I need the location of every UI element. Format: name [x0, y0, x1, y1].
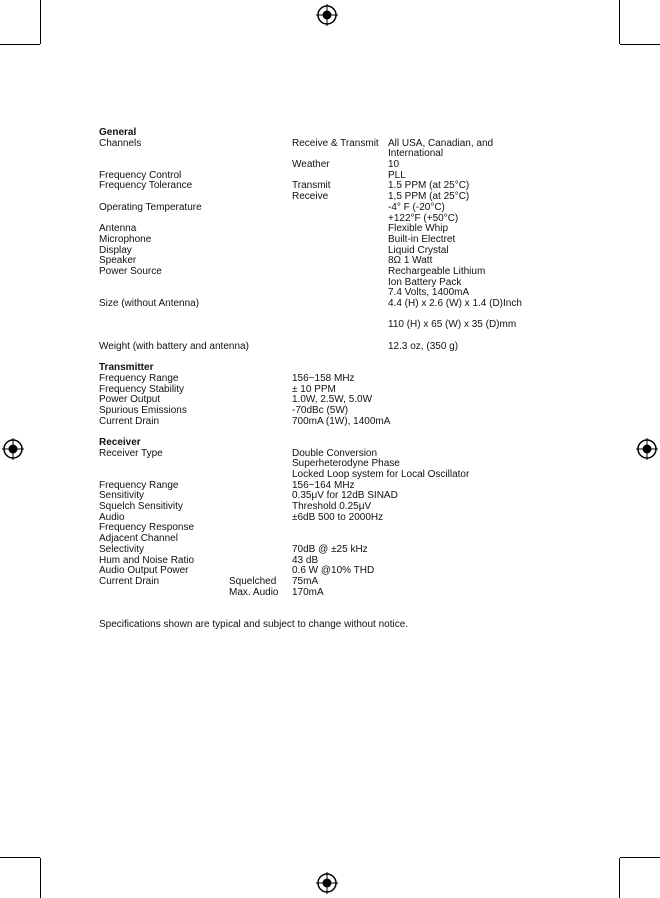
spec-condition: Weather — [292, 159, 330, 171]
spec-label: Frequency Response — [99, 522, 195, 534]
spec-value: International — [388, 148, 444, 160]
general-heading: General — [99, 127, 137, 138]
spec-label: Channels — [99, 137, 142, 149]
spec-value: 43 dB — [292, 554, 319, 566]
spec-row — [99, 246, 579, 257]
registration-mark-bottom-icon — [316, 872, 338, 894]
registration-mark-right-icon — [636, 438, 658, 460]
spec-value: 156~164 MHz — [292, 479, 355, 491]
spec-row — [99, 566, 579, 577]
specifications-document — [99, 128, 579, 630]
spec-value: Ion Battery Pack — [388, 276, 462, 288]
transmitter-section — [99, 374, 579, 427]
spec-row — [99, 267, 579, 278]
general-section — [99, 139, 579, 353]
spec-value: +122°F (+50°C) — [388, 212, 459, 224]
spec-value: 75mA — [292, 575, 319, 587]
spec-value: 170mA — [292, 586, 324, 598]
spec-label: Power Source — [99, 265, 162, 277]
spec-value: Superheterodyne Phase — [292, 458, 400, 470]
spec-row — [99, 417, 579, 428]
spec-label: Power Output — [99, 394, 161, 406]
spec-label: Display — [99, 244, 132, 256]
spec-label: Spurious Emissions — [99, 404, 187, 416]
spec-label: Frequency Range — [99, 372, 179, 384]
spec-value: All USA, Canadian, and — [388, 137, 494, 149]
spec-value: 0.6 W @10% THD — [292, 565, 375, 577]
spec-value: 700mA (1W), 1400mA — [292, 415, 391, 427]
spec-value: -70dBc (5W) — [292, 404, 349, 416]
spec-label: Frequency Control — [99, 169, 182, 181]
spec-label: Squelch Sensitivity — [99, 501, 183, 513]
spec-condition: Squelched — [229, 575, 277, 587]
spec-row — [99, 224, 579, 235]
spec-row — [99, 149, 579, 160]
spec-label: Weight (with battery and antenna) — [99, 340, 249, 352]
crop-mark-tr-h — [620, 44, 660, 45]
spec-value: 156~158 MHz — [292, 372, 355, 384]
spec-value: 1,5 PPM (at 25°C) — [388, 191, 470, 203]
spec-value: 0.35μV for 12dB SINAD — [292, 490, 398, 502]
spec-label: Current Drain — [99, 575, 160, 587]
spec-value: 7.4 Volts, 1400mA — [388, 287, 470, 299]
registration-mark-top-icon — [316, 4, 338, 26]
spec-label: Antenna — [99, 223, 137, 235]
spec-row — [99, 203, 579, 214]
spec-value: 70dB @ ±25 kHz — [292, 543, 368, 555]
spec-label: Frequency Tolerance — [99, 180, 193, 192]
spec-row — [99, 299, 579, 310]
spec-value: 12.3 oz, (350 g) — [388, 340, 459, 352]
crop-mark-tl-h — [0, 44, 40, 45]
spec-row — [99, 342, 579, 353]
spec-row — [99, 588, 579, 599]
spec-value: 10 — [388, 159, 400, 171]
spec-value: Double Conversion — [292, 447, 378, 459]
spec-label: Audio Output Power — [99, 565, 189, 577]
spec-row — [99, 235, 579, 246]
spec-label: Receiver Type — [99, 447, 163, 459]
receiver-section — [99, 449, 579, 599]
spec-value: ±6dB 500 to 2000Hz — [292, 511, 384, 523]
spec-row — [99, 577, 579, 588]
spec-row — [99, 374, 579, 385]
spec-label: Hum and Noise Ratio — [99, 554, 195, 566]
crop-mark-tl-v — [40, 0, 41, 44]
spec-value: 110 (H) x 65 (W) x 35 (D)mm — [388, 319, 517, 331]
crop-mark-tr-v — [619, 0, 620, 44]
registration-mark-left-icon — [2, 438, 24, 460]
spec-label: Microphone — [99, 233, 152, 245]
specifications-notice: Specifications shown are typical and subject to change without notice. — [99, 618, 409, 630]
crop-mark-br-v — [619, 858, 620, 898]
crop-mark-bl-h — [0, 857, 40, 858]
spec-value: 1.5 PPM (at 25°C) — [388, 180, 470, 192]
spec-condition: Receive & Transmit — [292, 137, 379, 149]
spec-value: PLL — [388, 169, 406, 181]
spec-row — [99, 214, 579, 225]
receiver-heading: Receiver — [99, 436, 141, 448]
spec-value: -4° F (-20°C) — [388, 201, 445, 213]
spec-condition: Max. Audio — [229, 586, 279, 598]
spec-label: Adjacent Channel — [99, 533, 178, 545]
spec-value: ± 10 PPM — [292, 383, 336, 395]
spec-row — [99, 406, 579, 417]
spec-value: Rechargeable Lithium — [388, 265, 486, 277]
spec-value: Locked Loop system for Local Oscillator — [292, 469, 470, 480]
spec-condition: Receive — [292, 191, 329, 203]
spec-label: Sensitivity — [99, 490, 145, 502]
spec-row — [99, 278, 579, 289]
spec-value: Liquid Crystal — [388, 244, 449, 256]
spec-row — [99, 320, 579, 331]
crop-mark-br-h — [620, 857, 660, 858]
spec-value: 4.4 (H) x 2.6 (W) x 1.4 (D)Inch — [388, 298, 522, 309]
spec-label: Current Drain — [99, 415, 160, 427]
spec-condition: Transmit — [292, 180, 331, 192]
spec-label: Frequency Range — [99, 479, 179, 491]
spec-label: Size (without Antenna) — [99, 298, 200, 309]
crop-mark-bl-v — [40, 858, 41, 898]
spec-row — [99, 139, 579, 150]
spec-value: Flexible Whip — [388, 223, 449, 235]
spec-label: Selectivity — [99, 543, 145, 555]
spec-value: 1.0W, 2.5W, 5.0W — [292, 394, 373, 406]
spec-value: Threshold 0.25μV — [292, 501, 372, 513]
spec-label: Frequency Stability — [99, 383, 185, 395]
spec-value: 8Ω 1 Watt — [388, 255, 433, 267]
spec-row — [99, 181, 579, 192]
transmitter-heading: Transmitter — [99, 362, 154, 374]
spec-row — [99, 545, 579, 556]
spec-value: Built-in Electret — [388, 233, 456, 245]
spec-label: Speaker — [99, 255, 137, 267]
spec-row — [99, 256, 579, 267]
spec-label: Audio — [99, 511, 125, 523]
spec-label: Operating Temperature — [99, 201, 202, 213]
